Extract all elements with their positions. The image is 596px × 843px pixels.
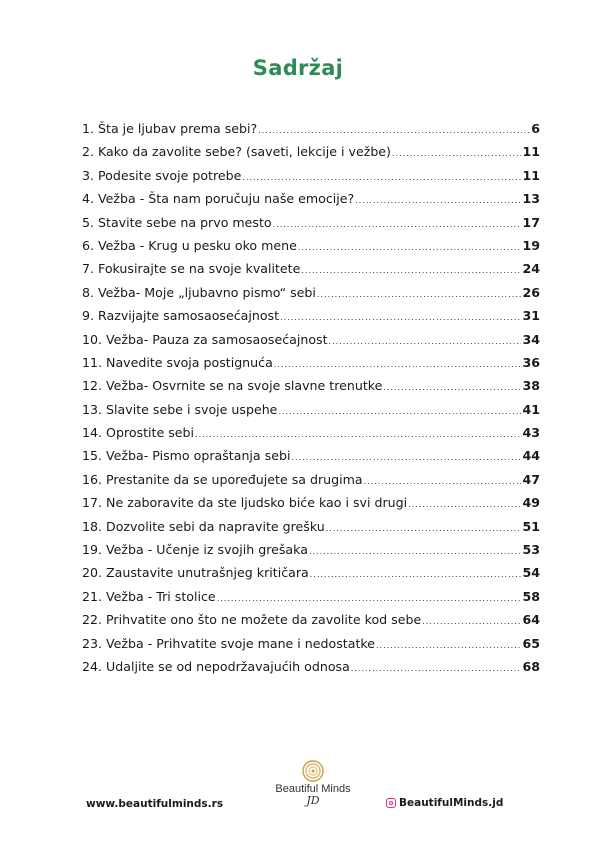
toc-entry-page: 6	[531, 121, 540, 136]
toc-entry-page: 26	[522, 284, 540, 300]
toc-entry-page: 44	[522, 448, 540, 464]
toc-entry[interactable]	[82, 261, 540, 284]
toc-entry-page: 43	[522, 425, 540, 441]
toc-entry-page: 49	[522, 495, 540, 511]
toc-entry-title: 11. Navedite svoja postignuća	[82, 354, 273, 370]
toc-entry-title: 2. Kako da zavolite sebe? (saveti, lekcije i vežbe)	[82, 144, 391, 160]
toc-leader-dots	[392, 149, 521, 158]
page-title: Sadržaj	[252, 56, 344, 80]
toc-leader-dots	[258, 126, 530, 135]
toc-leader-dots	[280, 313, 521, 322]
toc-entry-title: 5. Stavite sebe na prvo mesto	[82, 214, 272, 230]
toc-leader-dots	[383, 383, 521, 392]
toc-entry-page: 41	[522, 401, 540, 417]
toc-entry-page: 47	[522, 471, 540, 487]
toc-entry-title: 1. Šta je ljubav prema sebi?	[82, 121, 258, 136]
toc-leader-dots	[422, 617, 521, 626]
toc-leader-dots	[242, 173, 521, 182]
toc-entry-title: 23. Vežba - Prihvatite svoje mane i nedostatke	[82, 635, 375, 651]
toc-entry-title: 12. Vežba- Osvrnite se na svoje slavne trenutke	[82, 378, 383, 394]
toc-leader-dots	[326, 524, 522, 533]
toc-leader-dots	[351, 664, 522, 673]
toc-entry-title: 13. Slavite sebe i svoje uspehe	[82, 401, 278, 417]
toc-entry-title: 24. Udaljite se od nepodržavajućih odnosa	[82, 658, 350, 674]
toc-entry[interactable]	[82, 168, 540, 191]
toc-entry-page: 51	[522, 518, 540, 534]
toc-entry-title: 8. Vežba- Moje „ljubavno pismo“ sebi	[82, 284, 316, 300]
toc-entry[interactable]	[82, 215, 540, 238]
toc-entry[interactable]	[82, 355, 540, 378]
toc-entry-page: 68	[522, 658, 540, 674]
toc-entry[interactable]	[82, 659, 540, 682]
toc-entry[interactable]	[82, 121, 540, 144]
toc-leader-dots	[298, 243, 522, 252]
toc-entry[interactable]	[82, 191, 540, 214]
toc-entry-page: 17	[522, 214, 540, 230]
toc-entry-page: 38	[522, 378, 540, 394]
toc-entry[interactable]	[82, 308, 540, 331]
toc-leader-dots	[274, 360, 522, 369]
toc-leader-dots	[317, 290, 522, 299]
toc-entry-title: 18. Dozvolite sebi da napravite grešku	[82, 518, 325, 534]
toc-entry-title: 14. Oprostite sebi	[82, 425, 195, 441]
toc-leader-dots	[355, 196, 521, 205]
toc-entry-page: 11	[522, 167, 540, 183]
toc-leader-dots	[301, 266, 521, 275]
toc-entry[interactable]	[82, 612, 540, 635]
toc-leader-dots	[217, 594, 522, 603]
toc-leader-dots	[273, 220, 522, 229]
toc-entry[interactable]	[82, 589, 540, 612]
toc-leader-dots	[408, 500, 521, 509]
toc-entry-title: 15. Vežba- Pismo opraštanja sebi	[82, 448, 291, 464]
toc-entry-title: 3. Podesite svoje potrebe	[82, 167, 242, 183]
toc-entry[interactable]	[82, 332, 540, 355]
toc-leader-dots	[291, 453, 521, 462]
toc-entry[interactable]	[82, 285, 540, 308]
table-of-contents	[82, 121, 540, 682]
toc-entry[interactable]	[82, 472, 540, 495]
toc-entry-page: 36	[522, 354, 540, 370]
instagram-label: BeautifulMinds.jd	[399, 797, 504, 809]
toc-entry-page: 31	[522, 308, 540, 324]
logo-name: Beautiful Minds	[275, 783, 351, 795]
logo-signature: JD	[306, 794, 320, 807]
toc-entry-page: 13	[522, 191, 540, 207]
toc-entry[interactable]	[82, 378, 540, 401]
toc-entry-page: 58	[522, 588, 540, 604]
toc-entry[interactable]	[82, 448, 540, 471]
toc-entry-title: 21. Vežba - Tri stolice	[82, 588, 216, 604]
toc-entry[interactable]	[82, 542, 540, 565]
toc-leader-dots	[309, 547, 522, 556]
toc-entry[interactable]	[82, 636, 540, 659]
toc-entry-title: 22. Prihvatite ono što ne možete da zavolite kod sebe	[82, 612, 422, 628]
toc-entry-title: 9. Razvijajte samosaosećajnost	[82, 308, 280, 324]
toc-entry-page: 53	[522, 542, 540, 558]
toc-entry[interactable]	[82, 519, 540, 542]
toc-entry-title: 19. Vežba - Učenje iz svojih grešaka	[82, 542, 308, 558]
toc-entry-page: 24	[522, 261, 540, 277]
toc-leader-dots	[195, 430, 521, 439]
toc-entry-title: 10. Vežba- Pauza za samosaosećajnost	[82, 331, 328, 347]
website-link[interactable]: www.beautifulminds.rs	[86, 798, 224, 810]
toc-entry-page: 11	[522, 144, 540, 160]
toc-entry-page: 64	[522, 612, 540, 628]
toc-leader-dots	[310, 570, 522, 579]
toc-entry-title: 16. Prestanite da se upoređujete sa drugima	[82, 471, 363, 487]
toc-entry[interactable]	[82, 144, 540, 167]
toc-entry-title: 6. Vežba - Krug u pesku oko mene	[82, 237, 297, 253]
instagram-icon	[386, 798, 396, 808]
toc-entry-page: 65	[522, 635, 540, 651]
toc-entry[interactable]	[82, 565, 540, 588]
toc-leader-dots	[364, 477, 522, 486]
toc-entry-title: 17. Ne zaboravite da ste ljudsko biće kao i svi drugi	[82, 495, 408, 511]
toc-entry[interactable]	[82, 425, 540, 448]
brand-logo	[268, 760, 358, 806]
toc-entry-page: 19	[522, 237, 540, 253]
toc-leader-dots	[376, 641, 521, 650]
toc-entry[interactable]	[82, 238, 540, 261]
toc-leader-dots	[278, 407, 521, 416]
toc-entry[interactable]	[82, 402, 540, 425]
instagram-handle[interactable]	[386, 797, 503, 809]
toc-entry-title: 20. Zaustavite unutrašnjeg kritičara	[82, 565, 309, 581]
toc-leader-dots	[329, 337, 522, 346]
toc-entry-title: 7. Fokusirajte se na svoje kvalitete	[82, 261, 301, 277]
toc-entry-page: 54	[522, 565, 540, 581]
spiral-logo-icon	[302, 760, 324, 782]
toc-entry-page: 34	[522, 331, 540, 347]
toc-entry[interactable]	[82, 495, 540, 518]
toc-entry-title: 4. Vežba - Šta nam poručuju naše emocije?	[82, 191, 355, 207]
